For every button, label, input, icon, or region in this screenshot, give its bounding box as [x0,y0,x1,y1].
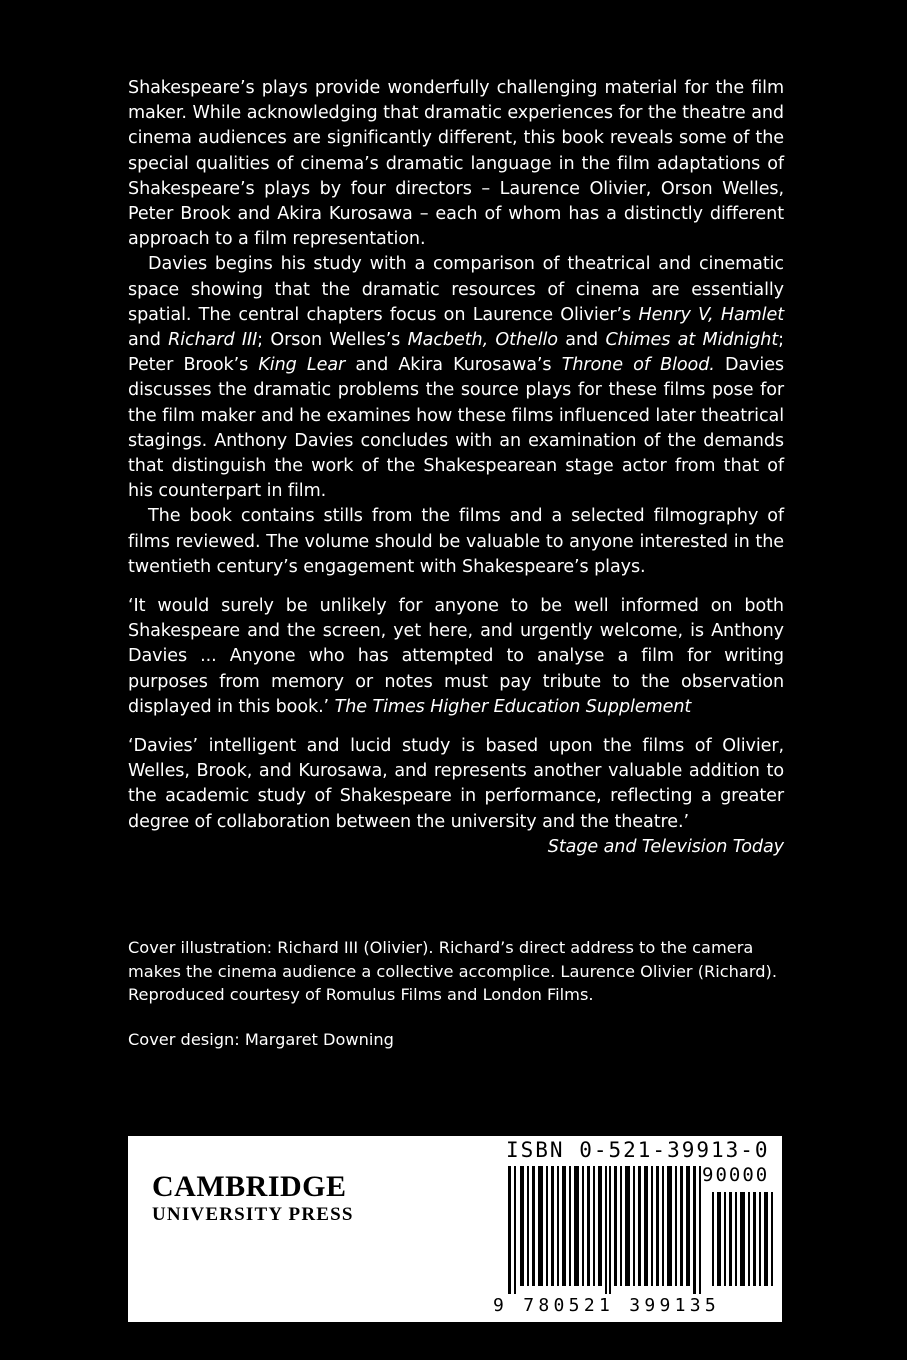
film-title: King Lear [258,355,346,376]
film-title: Henry V, Hamlet [638,304,784,325]
isbn-label: ISBN 0-521-39913-0 [506,1138,770,1162]
review-text: ‘Davies’ intelligent and lucid study is based upon the films of Olivier, Welles, Brook, and Kurosawa, and represents another valuable addition to the academic study of Shakespeare in performance, reflecting a greater degree of collaboration between the university and the theatre.’ [128,736,784,832]
blurb-text: ; Peter Brook’s [128,330,784,376]
blurb-text: Davies begins his study with a comparison of theatrical and cinematic space showing that the dramatic resources of cinema are essentially spatial. The central chapters focus on Laurence Olivier’s [128,254,784,325]
blurb-text: and [557,330,606,351]
review-quote-2 [128,734,784,860]
review-text: ‘It would surely be unlikely for anyone to be well informed on both Shakespeare and the screen, yet here, and urgently welcome, is Anthony Davies ... Anyone who has attempted to analyse a film for writing purposes from memory or notes must pay tribute to the observation displayed in this book.’ [128,596,784,717]
blurb-text: and [128,330,169,351]
review-source: The Times Higher Education Supplement [334,696,692,717]
review-quote-1 [128,594,784,720]
film-title: Chimes at Midnight [605,330,779,351]
back-cover-blurb [128,76,784,860]
publisher-subtitle: UNIVERSITY PRESS [152,1204,354,1225]
publisher-name: CAMBRIDGE [152,1170,347,1203]
film-title: Throne of Blood. [561,355,715,376]
film-title: Richard III [168,330,258,351]
price-code: 90000 [702,1164,770,1186]
blurb-text: ; Orson Welles’s [257,330,408,351]
blurb-text: Davies discusses the dramatic problems the source plays for these films pose for the film maker and he examines how these films influenced later theatrical stagings. Anthony Davies concludes with an examination of the demands that distinguish the work of the Shakespearean stage actor from that of his counterpart in film. [128,355,784,502]
cover-illustration-credit: Cover illustration: Richard III (Olivier). Richard’s direct address to the camera makes the cinema audience a collective accomplice. Laurence Olivier (Richard). Reproduced courtesy of Romulus Films and London Films. [128,938,777,1004]
blurb-paragraph-1: Shakespeare’s plays provide wonderfully challenging material for the film maker. While acknowledging that dramatic experiences for the theatre and cinema audiences are significantly different, this book reveals some of the special qualities of cinema’s dramatic language in the film adaptations of Shakespeare’s plays by four directors – Laurence Olivier, Orson Welles, Peter Brook and Akira Kurosawa – each of whom has a distinctly different approach to a film representation. [128,78,784,250]
publisher-barcode-panel [128,1136,782,1322]
publisher-logo [152,1170,354,1226]
film-title: Macbeth, Othello [407,330,558,351]
review-source: Stage and Television Today [547,836,784,857]
cover-design-credit: Cover design: Margaret Downing [128,1030,394,1049]
ean-number: 9 780521 399135 [493,1295,721,1316]
blurb-text: and Akira Kurosawa’s [345,355,562,376]
blurb-paragraph-2 [128,252,784,504]
blurb-paragraph-3: The book contains stills from the films and a selected filmography of films reviewed. The volume should be valuable to anyone interested in the twentieth century’s engagement with Shakespeare’s plays. [128,506,784,577]
